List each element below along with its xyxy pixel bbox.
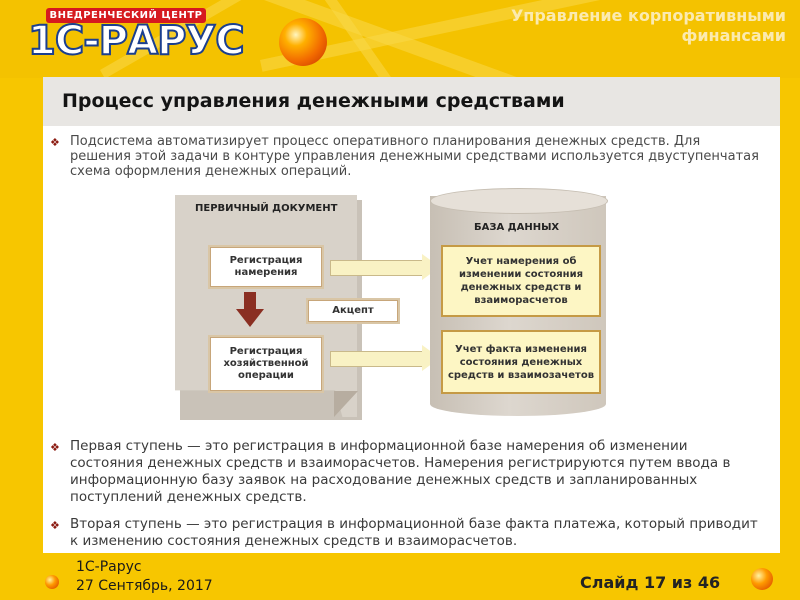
bullet-icon: ❖: [50, 136, 60, 149]
slide-number-label: Слайд 17 из 46: [580, 573, 721, 592]
accept-box: Акцепт: [308, 300, 398, 322]
slide-counter: [580, 573, 720, 592]
orange-ball-icon: [751, 568, 773, 590]
arrow-shaft: [330, 260, 424, 276]
db-fact-box: Учет факта изменения состояния денежных средств и взаимозачетов: [441, 330, 601, 394]
arrow-shaft: [330, 351, 424, 367]
database-label: БАЗА ДАННЫХ: [474, 222, 560, 233]
intro-paragraph: Подсистема автоматизирует процесс оперативного планирования денежных средств. Для решения этой задачи в контуре управления денежными средствами используется двуступенчатая схема оформления денежных операций.: [70, 134, 759, 179]
down-arrow-icon: [236, 309, 264, 327]
logo-text: 1С-РАРУС: [28, 18, 244, 64]
section-title-line1: Управление корпоративными: [510, 6, 786, 25]
footer-info: [76, 558, 213, 596]
footer-company: 1С-Рарус: [76, 559, 142, 575]
section-title: [456, 6, 786, 46]
paragraph-first-stage: Первая ступень — это регистрация в информационной базе намерения об изменении состояния денежных средств и взаиморасчетов. Намерения регистрируются путем ввода в информационную базу заявок на расходование денежных средств и запланированных поступлений денежных средств.: [70, 438, 731, 505]
primary-document-label: ПЕРВИЧНЫЙ ДОКУМЕНТ: [195, 203, 338, 214]
intent-registration-box: Регистрация намерения: [210, 247, 322, 287]
operation-registration-box: Регистрация хозяйственной операции: [210, 337, 322, 391]
orange-ball-icon: [279, 18, 327, 66]
section-title-line2: финансами: [681, 26, 786, 45]
logo-badge: ВНЕДРЕНЧЕСКИЙ ЦЕНТР: [46, 8, 206, 23]
bullet-icon: ❖: [50, 441, 60, 454]
orange-ball-icon: [45, 575, 59, 589]
database-cylinder-top: [430, 188, 608, 214]
bullet-icon: ❖: [50, 519, 60, 532]
down-arrow-shaft: [244, 292, 256, 310]
footer-date: 27 Сентябрь, 2017: [76, 578, 213, 594]
paragraph-second-stage: Вторая ступень — это регистрация в информационной базе факта платежа, который приводит к изменению состояния денежных средств и взаиморасчетов.: [70, 516, 758, 549]
db-intent-box: Учет намерения об изменении состояния денежных средств и взаиморасчетов: [441, 245, 601, 317]
slide-title: Процесс управления денежными средствами: [62, 90, 565, 112]
